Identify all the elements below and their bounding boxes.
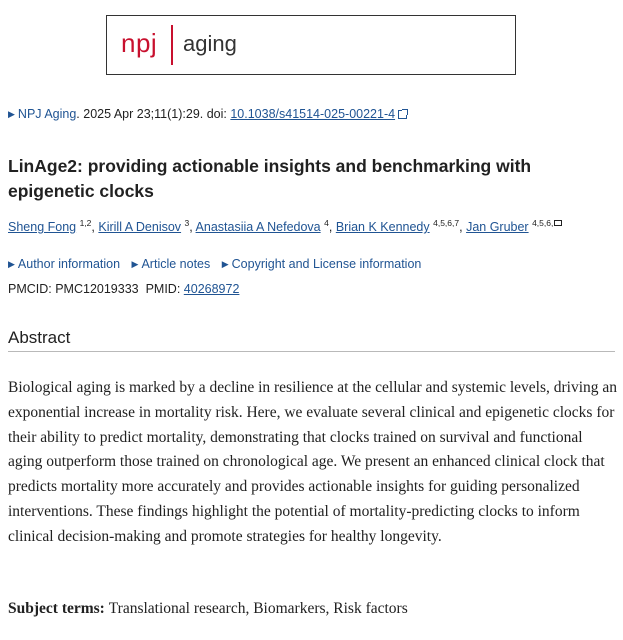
subject-terms-label: Subject terms:	[8, 600, 105, 617]
abstract-heading: Abstract	[8, 328, 71, 347]
author-list: Sheng Fong $^{1,2}$, Kirill A Denisov $^3$, Anastasiia A Nefedova $^4$, Brian K Kennedy $^{4,5,6,7}$, Jan Gruber $^{4,5,6,}$	[8, 218, 562, 234]
article-meta-links	[8, 257, 429, 271]
author-affiliation[interactable]: 4,5,6,7	[433, 218, 460, 228]
logo-journal-name: aging	[183, 31, 237, 56]
author-link[interactable]: Brian K Kennedy	[335, 220, 430, 235]
citation-details: . 2025 Apr 23;11(1):29. doi:	[76, 107, 231, 121]
logo-brand: npj	[121, 28, 158, 58]
author-link[interactable]: Kirill A Denisov	[98, 220, 182, 235]
citation-line	[8, 107, 407, 121]
subject-terms	[8, 600, 408, 618]
copyright-license-toggle[interactable]: ▶ Copyright and License information	[221, 257, 422, 271]
section-divider	[8, 351, 615, 352]
envelope-icon[interactable]	[554, 220, 562, 226]
journal-logo[interactable]	[106, 15, 516, 75]
author-affiliation[interactable]: 4	[324, 218, 329, 228]
author-affiliation[interactable]: 3	[184, 218, 190, 228]
triangle-right-icon: ▶	[131, 259, 139, 269]
pmcid: PMCID: PMC12019333	[8, 282, 139, 296]
article-title: LinAge2: providing actionable insights and benchmarking with epigenetic clocks	[8, 156, 532, 201]
article-ids	[8, 282, 239, 296]
triangle-right-icon: ▶	[221, 259, 229, 269]
triangle-right-icon[interactable]: ▶	[8, 109, 15, 119]
logo-separator	[171, 25, 173, 65]
subject-terms-list: Translational research, Biomarkers, Risk factors	[108, 600, 408, 617]
triangle-right-icon: ▶	[8, 259, 15, 269]
author-affiliation[interactable]: 1,2	[79, 218, 92, 228]
doi-link[interactable]: 10.1038/s41514-025-00221-4	[230, 107, 396, 121]
journal-link[interactable]: NPJ Aging	[17, 107, 77, 121]
external-link-icon[interactable]	[398, 110, 407, 119]
article-notes-toggle[interactable]: ▶ Article notes	[131, 257, 211, 271]
pmid-label: PMID:	[145, 282, 181, 296]
author-link[interactable]: Sheng Fong	[8, 220, 77, 235]
author-link[interactable]: Anastasiia A Nefedova	[195, 220, 321, 235]
author-information-toggle[interactable]: ▶ Author information	[8, 257, 121, 271]
author-affiliation[interactable]: 4,5,6,	[532, 218, 554, 228]
author-link[interactable]: Jan Gruber	[466, 220, 529, 235]
pmid-link[interactable]: 40268972	[183, 282, 240, 296]
abstract-text: Biological aging is marked by a decline in resilience at the cellular and systemic levels, driving an exponential increase in mortality risk. Here, we evaluate several clinical and epigenetic clocks for their ability to predict mortality, demonstrating that clocks trained on survival and functional aging outperform those trained on chronological age. We present an enhanced clinical clock that predicts mortality more accurately and provides actionable insights for guiding personalized interventions. These findings highlight the potential of mortality-predicting clocks to inform clinical decision-making and promote strategies for healthy longevity.	[8, 379, 618, 545]
